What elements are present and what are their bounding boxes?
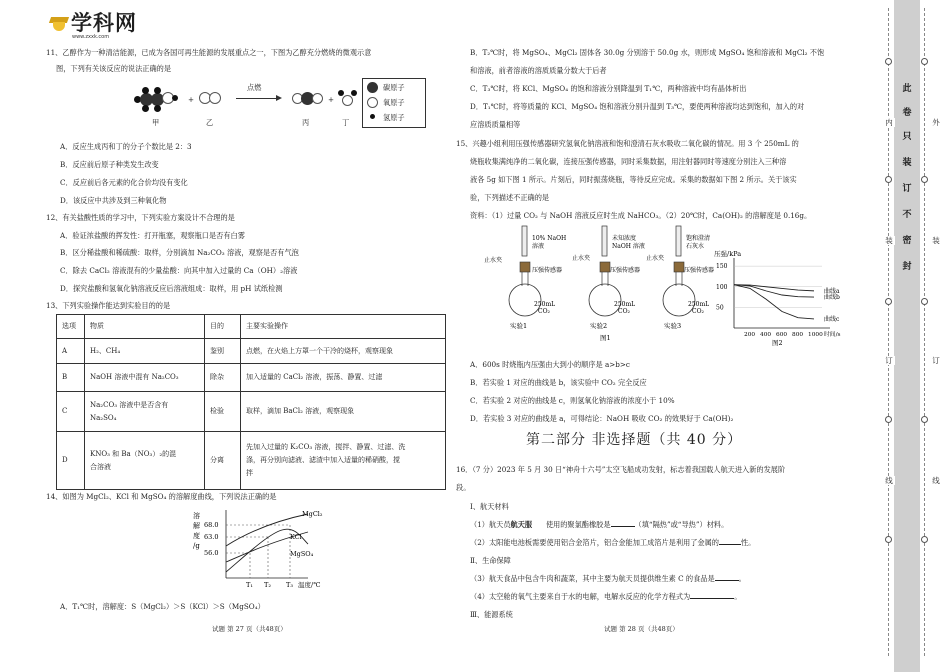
pchart-xtick: 400 — [760, 332, 772, 338]
logo-url: www.zxxk.com — [72, 34, 110, 40]
exp1-sensor-label: 压强传感器 — [532, 267, 563, 274]
row-d-substance — [85, 432, 205, 490]
pchart-ytick: 150 — [716, 263, 728, 271]
experiment-figure — [476, 224, 726, 344]
q16-item-2 — [470, 538, 755, 547]
seal-char: 不 — [902, 210, 912, 220]
q11-option-c: C．反应前后各元素的化合价均没有变化 — [60, 178, 188, 187]
blank-3[interactable] — [715, 580, 739, 581]
curve-label-mgcl2: MgCl₂ — [302, 510, 323, 518]
q16-item-3-text: （3）航天食品中包含牛肉和蔬菜，其中主要为航天员提供维生素 C 的食品是 — [470, 574, 715, 583]
exp3-name: 实验3 — [664, 322, 682, 330]
binding-hole-icon — [885, 298, 892, 305]
logo — [50, 10, 137, 40]
q15-stem-3: 液各 5g 如下图 1 所示。片刻后，同时振荡烧瓶，等待反应完成。采集的数据如下图 2 所示。关于该实 — [470, 175, 797, 184]
table-header-row — [57, 315, 446, 339]
q15-option-d: D．若实验 3 对应的曲线是 a，可得结论：NaOH 吸收 CO₂ 的效果好于 Ca(OH)₂ — [470, 414, 734, 423]
table-row — [57, 392, 446, 432]
q14-option-b-1: B．T₂℃时，将 MgSO₄、MgCl₂ 固体各 30.0g 分别溶于 50.0g 水，则形成 MgSO₄ 饱和溶液和 MgCl₂ 不饱 — [470, 48, 825, 57]
binding-line-inner — [924, 8, 925, 656]
q15-stem-1: 15、兴趣小组利用压强传感器研究氢氧化钠溶液和饱和澄清石灰水吸收二氧化碳的情况。用 3 个 250mL 的 — [456, 139, 799, 148]
outer-char: 装 — [930, 236, 942, 245]
exp1-clamp-label: 止水夹 — [484, 257, 503, 264]
logo-name: 学科网 — [71, 10, 137, 35]
label-ding: 丁 — [342, 118, 350, 127]
curve-label-mgso4: MgSO₄ — [290, 550, 314, 558]
sol-xtick-t2: T₂ — [264, 581, 271, 589]
exp2-flask-volume: 250mL — [614, 301, 636, 308]
pchart-xlabel: 时间/s — [824, 332, 841, 338]
exp2-clamp-label: 止水夹 — [572, 255, 591, 262]
row-d-substance-line1: KNO₃ 和 Ba（NO₃）₂的混 — [90, 449, 177, 458]
exp1-solution-line1: 10% NaOH — [532, 235, 567, 242]
table-row — [57, 432, 446, 490]
th-option: 选项 — [57, 315, 85, 339]
q16-item-1-suffix: （填“隔热”或“导热”）材料。 — [634, 520, 729, 529]
q16-item-1-prefix: （1）航天员 — [470, 520, 511, 529]
q15-stem-4: 验，下列描述不正确的是 — [470, 193, 550, 202]
curve-label-kcl: KCl — [290, 533, 302, 541]
q16-item-1 — [470, 520, 728, 529]
seal-char: 卷 — [902, 108, 912, 118]
seal-char: 密 — [902, 236, 912, 246]
outer-char: 订 — [930, 356, 942, 365]
row-c-option: C — [57, 392, 85, 432]
exp3-clamp-label: 止水夹 — [646, 255, 665, 262]
th-operation: 主要实验操作 — [241, 315, 446, 339]
binding-hole-icon — [885, 416, 892, 423]
binding-hole-icon — [885, 58, 892, 65]
pchart-xtick: 200 — [744, 332, 756, 338]
outer-char: 外 — [930, 118, 942, 127]
exp3-flask-volume: 250mL — [688, 301, 710, 308]
q14-option-c: C．T₃℃时，将 KCl、MgSO₄ 的饱和溶液分别降温到 T₁℃，两种溶液中均有晶体析出 — [470, 84, 747, 93]
pchart-ytick: 50 — [716, 304, 724, 312]
figure1-caption: 图1 — [600, 334, 611, 342]
reaction-arrow — [236, 98, 280, 99]
row-b-substance: NaOH 溶液中混有 Na₂CO₃ — [85, 364, 205, 392]
q15-option-a: A．600s 时烧瓶内压强由大到小的顺序是 a>b>c — [470, 360, 630, 369]
q16-heading-3: Ⅲ、能源系统 — [470, 610, 513, 619]
row-d-operation-line3: 拌 — [246, 468, 253, 477]
q13-table — [56, 314, 446, 490]
legend-hydrogen: 氢原子 — [383, 113, 405, 122]
exp2-flask-gas: CO₂ — [618, 308, 630, 315]
experiment-1 — [484, 226, 566, 330]
row-d-substance-line2: 合溶液 — [90, 462, 111, 471]
label-yi: 乙 — [206, 118, 214, 127]
binding-hole-icon — [921, 536, 928, 543]
experiment-2 — [572, 226, 645, 330]
row-a-operation: 点燃，在火焰上方罩一个干冷的烧杯，观察现象 — [241, 339, 446, 364]
pchart-label-b: 曲线b — [824, 294, 840, 302]
row-b-option: B — [57, 364, 85, 392]
plus-1: + — [188, 95, 195, 104]
plus-2: + — [328, 95, 335, 104]
q15-data-note: 资料：（1）过量 CO₂ 与 NaOH 溶液反应时生成 NaHCO₃。（2）20℃时，Ca(OH)₂ 的溶解度是 0.16g。 — [470, 211, 812, 220]
pchart-xtick: 600 — [776, 332, 788, 338]
sol-ytick-68: 68.0 — [204, 521, 219, 529]
sol-ylabel-4: /g — [193, 542, 200, 550]
legend-carbon: 碳原子 — [383, 83, 405, 92]
blank-1[interactable] — [611, 526, 635, 527]
seal-char: 封 — [902, 262, 912, 272]
exp1-flask-volume: 250mL — [534, 301, 556, 308]
outer-char: 线 — [930, 476, 942, 485]
pchart-series-b — [734, 285, 814, 297]
q16-item-3 — [470, 574, 746, 583]
sol-ylabel-1: 溶 — [193, 512, 200, 520]
pchart-xtick: 800 — [792, 332, 804, 338]
exp3-flask-gas: CO₂ — [692, 308, 704, 315]
pressure-chart — [712, 248, 862, 348]
q14-option-b-2: 和溶液，前者溶液的溶质质量分数大于后者 — [470, 66, 607, 75]
seal-char: 订 — [902, 184, 912, 194]
row-c-purpose: 检验 — [205, 392, 241, 432]
th-purpose: 目的 — [205, 315, 241, 339]
reaction-condition: 点燃 — [247, 83, 262, 92]
exp1-name: 实验1 — [510, 322, 528, 330]
row-d-option: D — [57, 432, 85, 490]
section-title: 第二部分 非选择题（共 40 分） — [526, 432, 743, 448]
sol-xtick-t3: T₃ — [286, 581, 293, 589]
row-c-substance-line2: Na₂SO₄ — [90, 413, 117, 422]
q16-item-4-text: （4）太空舱的氧气主要来自于水的电解，电解水反应的化学方程式为 — [470, 592, 691, 601]
seal-char: 装 — [902, 158, 912, 168]
q11-option-a: A．反应生成丙和丁的分子个数比是 2：3 — [60, 142, 192, 151]
table-row — [57, 364, 446, 392]
table-row — [57, 339, 446, 364]
q14-option-d-2: 应溶质质量相等 — [470, 120, 521, 129]
q12-option-d: D．探究盐酸和氢氧化钠溶液反应后溶液组成：取样，用 pH 试纸检测 — [60, 284, 283, 293]
inner-char: 线 — [883, 476, 895, 485]
q14-option-a: A．T₁℃时，溶解度：S（MgCl₂）＞S（KCl）＞S（MgSO₄） — [60, 602, 265, 611]
pchart-title: 压强/kPa — [714, 250, 742, 258]
binding-sidebar — [878, 0, 950, 672]
q12-option-c: C．除去 CaCl₂ 溶液混有的少量盐酸：向其中加入过量的 Ca（OH）₂溶液 — [60, 266, 298, 275]
binding-hole-icon — [921, 416, 928, 423]
th-substance: 物质 — [85, 315, 205, 339]
pchart-label-c: 曲线c — [824, 315, 840, 323]
q11-option-b: B．反应前后原子种类发生改变 — [60, 160, 159, 169]
legend-oxygen: 氧原子 — [383, 98, 405, 107]
exp3-solution-line1: 饱和澄清 — [686, 235, 711, 242]
q13-stem: 13、下列实验操作能达到实验目的的是 — [46, 301, 171, 310]
figure2-caption: 图2 — [772, 339, 783, 347]
row-d-operation-line1: 先加入过量的 K₂CO₃ 溶液，搅拌、静置、过滤、洗 — [246, 443, 406, 452]
binding-strip — [894, 0, 920, 672]
row-a-substance: H₂、CH₄ — [85, 339, 205, 364]
q16-item-2-suffix: 性。 — [740, 538, 756, 547]
inner-char: 内 — [883, 118, 895, 127]
seal-char: 此 — [902, 84, 912, 94]
footer-page-left: 试题 第 27 页（共48页） — [212, 625, 287, 633]
q12-option-b: B．区分稀盐酸和稀硫酸：取样，分别滴加 Na₂CO₃ 溶液，观察是否有气泡 — [60, 248, 299, 257]
row-b-purpose: 除杂 — [205, 364, 241, 392]
q16-item-2-text: （2）太阳能电池板需要使用铝合金箔片，铝合金能加工成箔片是利用了金属的 — [470, 538, 719, 547]
logo-hat-icon — [50, 15, 68, 31]
q11-stem-1: 11、乙醇作为一种清洁能源，已成为各国可再生能源的发展重点之一，下图为乙醇充分燃烧的微观示意 — [46, 48, 372, 57]
row-d-operation — [241, 432, 446, 490]
footer-page-right: 试题 第 28 页（共48页） — [604, 625, 679, 633]
binding-hole-icon — [885, 536, 892, 543]
q14-stem: 14、如图为 MgCl₂、KCl 和 MgSO₄ 的溶解度曲线，下列说法正确的是 — [46, 492, 277, 501]
row-c-substance-line1: Na₂CO₃ 溶液中是否含有 — [90, 400, 169, 409]
row-a-purpose: 鉴别 — [205, 339, 241, 364]
sol-ytick-63: 63.0 — [204, 533, 219, 541]
exp3-sensor-label: 压强传感器 — [684, 267, 715, 274]
exp1-solution-line2: 溶液 — [532, 243, 545, 250]
solubility-chart — [190, 506, 340, 596]
exp2-solution-line1: 未知浓度 — [612, 235, 637, 242]
seal-char: 只 — [902, 132, 912, 142]
exp2-name: 实验2 — [590, 322, 608, 330]
binding-line-outer — [888, 8, 889, 656]
q16-heading-2: Ⅱ、生命保障 — [470, 556, 511, 565]
binding-hole-icon — [921, 58, 928, 65]
q16-item-3-suffix: 。 — [738, 574, 746, 583]
row-a-option: A — [57, 339, 85, 364]
row-b-operation: 加入适量的 CaCl₂ 溶液，振荡、静置、过滤 — [241, 364, 446, 392]
q11-option-d: D．该反应中共涉及到三种氧化物 — [60, 196, 167, 205]
sol-ylabel-3: 度 — [193, 532, 200, 540]
binding-hole-icon — [885, 176, 892, 183]
q16-item-4 — [470, 592, 741, 601]
q16-item-4-suffix: 。 — [734, 592, 742, 601]
curve-mgcl2 — [226, 514, 308, 546]
row-c-operation: 取样，滴加 BaCl₂ 溶液，观察现象 — [241, 392, 446, 432]
row-c-substance — [85, 392, 205, 432]
pchart-xtick: 1000 — [808, 332, 823, 338]
label-jia: 甲 — [152, 118, 160, 127]
q15-option-b: B．若实验 1 对应的曲线是 b，该实验中 CO₂ 完全反应 — [470, 378, 647, 387]
exp2-solution-line2: NaOH 溶液 — [612, 243, 645, 250]
q11-molecule-diagram — [132, 83, 442, 136]
binding-hole-icon — [921, 176, 928, 183]
pchart-ytick: 100 — [716, 283, 728, 291]
exp3-solution-line2: 石灰水 — [686, 243, 705, 250]
q16-item-1-bold: 航天服 — [510, 520, 533, 529]
sol-ytick-56: 56.0 — [204, 549, 219, 557]
row-d-operation-line2: 涤，再分别向滤液、滤渣中加入适量的稀硝酸，搅 — [246, 456, 400, 465]
sol-xlabel: 温度/℃ — [298, 581, 321, 589]
q12-option-a: A．验证浓盐酸的挥发性：打开瓶塞，观察瓶口是否有白雾 — [60, 231, 245, 240]
q15-stem-2: 烧瓶收集满纯净的二氧化碳，连接压强传感器，同时采集数据，用注射器同时等速度分别注入三种溶 — [470, 157, 787, 166]
q12-stem: 12、有关盐酸性质的学习中，下列实验方案设计不合理的是 — [46, 213, 235, 222]
q11-stem-2: 图，下列有关该反应的说法正确的是 — [56, 64, 172, 73]
sol-xtick-t1: T₁ — [246, 581, 253, 589]
q16-stem-1: 16．（7 分）2023 年 5 月 30 日“神舟十六号”太空飞船成功发射，标志着我国载人航天进入新的发展阶 — [456, 465, 786, 474]
sol-ylabel-2: 解 — [193, 522, 200, 530]
label-bing: 丙 — [302, 118, 310, 127]
q14-option-d-1: D．T₁℃时，将等质量的 KCl、MgSO₄ 饱和溶液分别升温到 T₃℃，要使两种溶液均达到饱和，加入的对 — [470, 102, 805, 111]
blank-2[interactable] — [719, 544, 741, 545]
pchart-label-a: 曲线a — [824, 287, 840, 295]
binding-hole-icon — [921, 298, 928, 305]
q16-heading-1: Ⅰ、航天材料 — [470, 502, 509, 511]
inner-char: 装 — [883, 236, 895, 245]
blank-4[interactable] — [690, 598, 734, 599]
inner-char: 订 — [883, 356, 895, 365]
exp1-flask-gas: CO₂ — [538, 308, 550, 315]
atom-legend — [362, 78, 426, 128]
q16-stem-2: 段。 — [456, 483, 471, 492]
q15-option-c: C．若实验 2 对应的曲线是 c，则氢氧化钠溶液的浓度小于 10% — [470, 396, 675, 405]
exp2-sensor-label: 压强传感器 — [610, 267, 641, 274]
q16-item-1-mid: 使用的聚氯酯橡胶是 — [545, 520, 611, 529]
row-d-purpose: 分离 — [205, 432, 241, 490]
experiment-3 — [646, 226, 714, 330]
